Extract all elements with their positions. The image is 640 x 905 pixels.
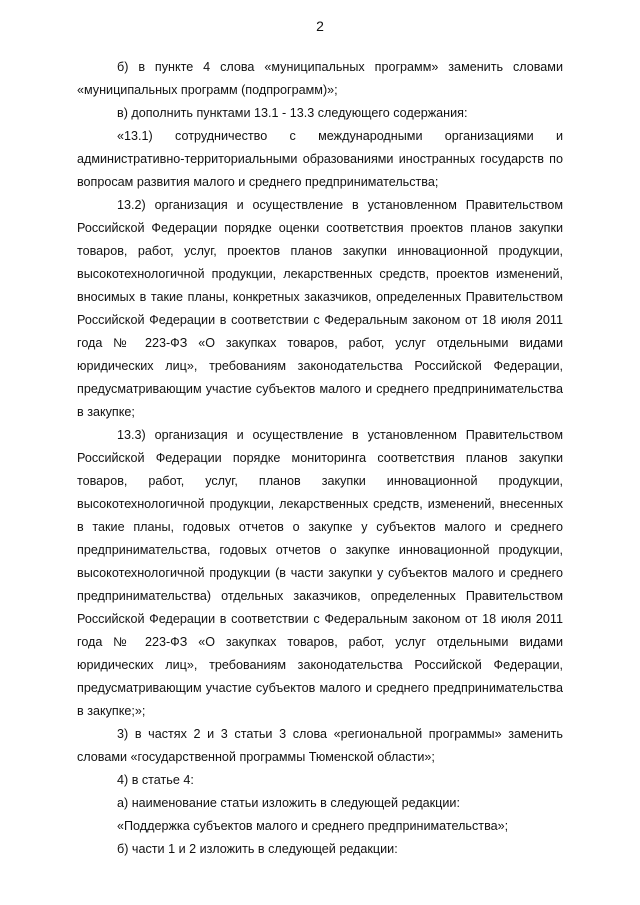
paragraph-item-4: 4) в статье 4: (117, 773, 194, 787)
paragraph-item-v: в) дополнить пунктами 13.1 - 13.3 следующего содержания: (117, 106, 468, 120)
paragraph-article-title: «Поддержка субъектов малого и среднего предпринимательства»; (117, 819, 509, 833)
paragraph-item-4b: б) части 1 и 2 изложить в следующей редакции: (117, 842, 398, 856)
paragraph-item-4a: а) наименование статьи изложить в следующей редакции: (117, 796, 460, 810)
document-body (77, 56, 563, 861)
paragraph-13-3: 13.3) организация и осуществление в установленном Правительством Российской Федерации порядке мониторинга соответствия планов закупки товаров, работ, услуг, планов закупки инновационной продукции, высокотехнологичной продукции, лекарственных средств, изменений, внесенных в такие планы, годовых отчетов о закупке у субъектов малого и среднего предпринимательства, годовых отчетов о закупке инновационной продукции, высокотехнологичной продукции (в части закупки у субъектов малого и среднего предпринимательства) отдельных заказчиков, определенных Правительством Российской Федерации в соответствии с Федеральным законом от 18 июля 2011 года № 223-ФЗ «О закупках товаров, работ, услуг отдельными видами юридических лиц», требованиям законодательства Российской Федерации, предусматривающим участие субъектов малого и среднего предпринимательства в закупке;»; (77, 428, 563, 718)
paragraph-13-1: «13.1) сотрудничество с международными организациями и административно-территориальными образованиями иностранных государств по вопросам развития малого и среднего предпринимательства; (77, 129, 563, 189)
paragraph-item-3: 3) в частях 2 и 3 статьи 3 слова «региональной программы» заменить словами «государственной программы Тюменской области»; (77, 727, 563, 764)
paragraph-13-2: 13.2) организация и осуществление в установленном Правительством Российской Федерации порядке оценки соответствия проектов планов закупки товаров, работ, услуг, проектов планов закупки инновационной продукции, высокотехнологичной продукции, лекарственных средств, проектов изменений, вносимых в такие планы, конкретных заказчиков, определенных Правительством Российской Федерации в соответствии с Федеральным законом от 18 июля 2011 года № 223-ФЗ «О закупках товаров, работ, услуг отдельными видами юридических лиц», требованиям законодательства Российской Федерации, предусматривающим участие субъектов малого и среднего предпринимательства в закупке; (77, 198, 563, 419)
page-number: 2 (316, 18, 324, 34)
paragraph-item-b: б) в пункте 4 слова «муниципальных программ» заменить словами «муниципальных программ (подпрограмм)»; (77, 60, 563, 97)
